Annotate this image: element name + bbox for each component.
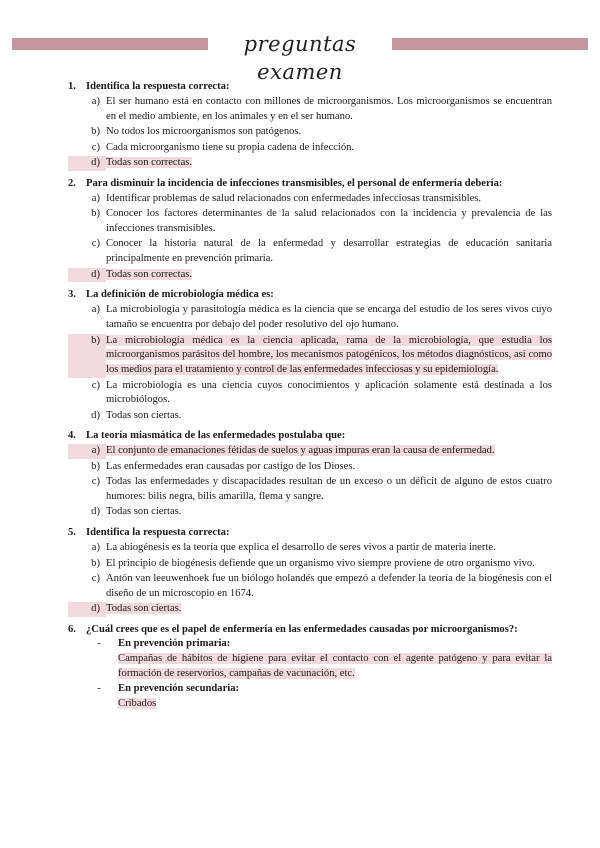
question-number: 6. — [68, 624, 76, 636]
option-c: c) Cada microorganismo tiene su propia cadena de infección. — [91, 141, 355, 153]
option-b: b) No todos los microorganismos son patógenos. — [91, 126, 302, 138]
question-5 — [68, 526, 552, 617]
option-d-correct: d) Todas son ciertas. — [68, 602, 552, 617]
page-header — [12, 30, 588, 84]
question-2 — [68, 177, 552, 283]
question-1 — [68, 80, 552, 171]
header-bar-right — [392, 38, 588, 50]
question-text: La definición de microbiología médica es: — [86, 289, 274, 301]
option-d: d) Todas son ciertas. — [91, 506, 182, 518]
option-c: c) Todas las enfermedades y discapacidades resultan de un exceso o un déficit de alguno de estos cuatro humores: bilis negra, bilis amarilla, flema y sangre. — [91, 476, 552, 503]
option-a-correct: a) El conjunto de emanaciones fétidas de suelos y aguas impuras eran la causa de enfermedad. — [68, 444, 552, 459]
option-b-correct: b) La microbiología médica es la ciencia aplicada, rama de la microbiología, que estudia los microorganismos parásitos del hombre, los mecanismos patogénicos, los métodos diagnósticos, así como los medios para el tratamiento y control de las enfermedades infecciosas y su epidemiología. — [68, 334, 552, 378]
option-d: d) Todas son ciertas. — [91, 409, 182, 421]
option-c: c) Conocer la historia natural de la enfermedad y desarrollar estrategias de educación sanitaria principalmente en prevención primaria. — [91, 238, 552, 265]
question-text: La teoría miasmática de las enfermedades postulaba que: — [86, 430, 346, 442]
question-number: 1. — [68, 81, 76, 92]
header-bar-left — [12, 38, 208, 50]
option-d-correct: d) Todas son correctas. — [68, 268, 552, 283]
question-number: 2. — [68, 177, 76, 189]
question-text: Identifica la respuesta correcta: — [86, 527, 230, 539]
option-b: b) Conocer los factores determinantes de la salud relacionados con la incidencia y prevalencia de las infecciones transmisibles. — [91, 208, 552, 234]
question-number: 5. — [68, 527, 76, 539]
question-text: Identifica la respuesta correcta: — [86, 81, 230, 92]
question-text: ¿Cuál crees que es el papel de enfermería en las enfermedades causadas por microorganismos?: — [86, 624, 518, 636]
option-a: a) La microbiología y parasitología médica es la ciencia que se encarga del estudio de los seres vivos cuyo tamaño se encuentra por debajo del poder resolutivo del ojo humano. — [91, 304, 552, 331]
question-6 — [68, 623, 552, 712]
option-c: c) La microbiología es una ciencia cuyos conocimientos y aplicación solamente está destinada a los microbiólogos. — [91, 379, 552, 406]
sub-answer-primary: Campañas de hábitos de higiene para evitar el contacto con el agente patógeno y para evitar la formación de reservorios, campañas de vacunación, etc. — [118, 652, 552, 679]
sub-heading-secondary: - En prevención secundaria: — [97, 683, 240, 695]
option-a: a) El ser humano está en contacto con millones de microorganismos. Los microorganismos se encuentran en el medio ambiente, en los animales y en el ser humano. — [91, 96, 552, 122]
sub-heading-primary: - En prevención primaria: — [97, 638, 231, 650]
sub-answer-secondary: Cribados — [118, 698, 157, 710]
question-number: 4. — [68, 430, 76, 442]
option-b: b) El principio de biogénesis defiende que un organismo vivo siempre proviene de otro organismo vivo. — [91, 557, 535, 569]
option-c: c) Antón van leeuwenhoek fue un biólogo holandés que empezó a defender la teoría de la biogénesis con el diseño de un microscopio en 1674. — [91, 573, 552, 599]
question-3 — [68, 288, 552, 423]
option-a: a) Identificar problemas de salud relacionados con enfermedades infecciosas transmisibles. — [91, 192, 482, 204]
page-title: preguntas examen — [243, 32, 357, 84]
option-a: a) La abiogénesis es la teoría que explica el desarrollo de seres vivos a partir de materia inerte. — [91, 542, 496, 554]
option-b: b) Las enfermedades eran causadas por castigo de los Dioses. — [91, 460, 356, 472]
question-4 — [68, 429, 552, 520]
question-text: Para disminuir la incidencia de infecciones transmisibles, el personal de enfermería debería: — [86, 177, 503, 189]
question-list — [68, 80, 552, 718]
question-number: 3. — [68, 289, 76, 301]
option-d-correct: d) Todas son correctas. — [68, 156, 552, 171]
